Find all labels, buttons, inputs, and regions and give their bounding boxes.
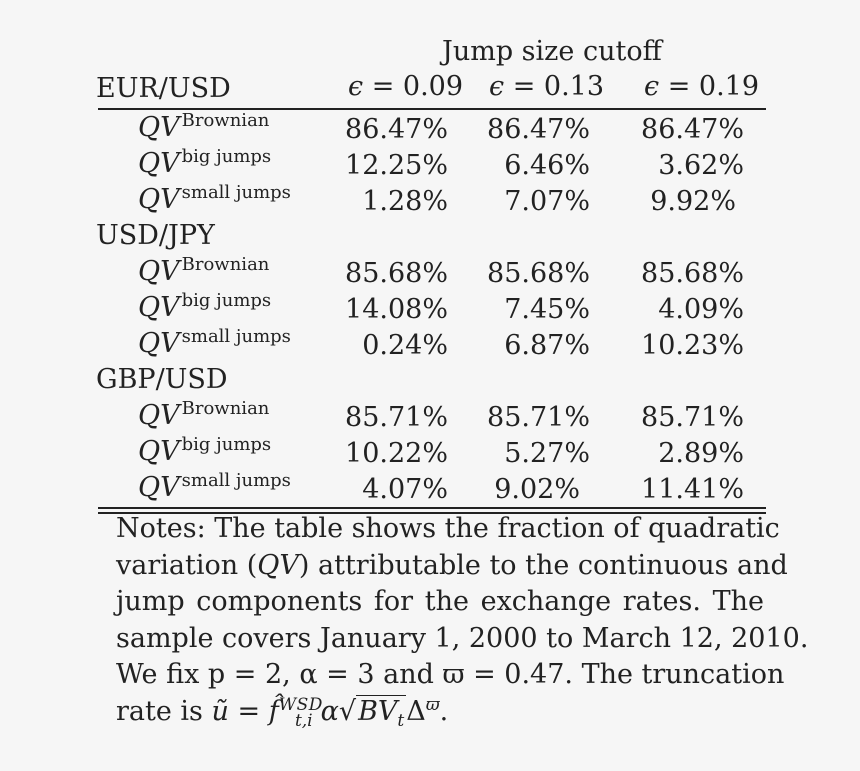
row-label: QV $^{big jumps}$ (138, 146, 272, 179)
row-label: QV $^{small jumps}$ (138, 182, 291, 215)
notes-line: variation (QV) attributable to the continuous and (116, 549, 788, 581)
table-cell: 85.68% (641, 258, 744, 289)
group-label-gbp-usd: GBP/USD (96, 364, 228, 395)
column-header-3 (644, 73, 759, 100)
row-label: QV $^{small jumps}$ (138, 326, 291, 359)
table-cell: 85.68% (487, 258, 590, 289)
row-label: QV $^{small jumps}$ (138, 470, 291, 503)
table-cell: 85.71% (487, 402, 590, 433)
column-header-2 (489, 73, 604, 100)
table-cell: 4.09% (658, 294, 744, 325)
table-cell: 11.41% (641, 474, 744, 505)
table-cell: 85.71% (345, 402, 448, 433)
table-cell: 14.08% (345, 294, 448, 325)
column-header-value: = 0.13 (512, 71, 605, 102)
row-label: QV $^{Brownian}$ (138, 398, 270, 431)
notes-line: jump components for the exchange rates. The (116, 586, 764, 617)
table-cell: 86.47% (345, 114, 448, 145)
notes-line: sample covers January 1, 2000 to March 12, 2010. (116, 622, 809, 654)
table-cell: 6.46% (504, 150, 590, 181)
row-label: QV $^{Brownian}$ (138, 254, 270, 287)
epsilon-symbol: ϵ (644, 71, 660, 102)
table-cell: 10.22% (345, 438, 448, 469)
column-header-1 (348, 73, 463, 100)
table-cell: 6.87% (504, 330, 590, 361)
row-label: QV $^{big jumps}$ (138, 290, 272, 323)
column-header-value: = 0.09 (371, 71, 464, 102)
table-title: Jump size cutoff (442, 36, 662, 67)
column-header-value: = 0.19 (667, 71, 760, 102)
table-cell: 12.25% (345, 150, 448, 181)
table-cell: 86.47% (641, 114, 744, 145)
table-cell: 7.45% (504, 294, 590, 325)
table-cell: 0.24% (362, 330, 448, 361)
notes-line: Notes: The table shows the fraction of quadratic (116, 513, 780, 544)
table-cell: 9.92% (650, 186, 736, 217)
table-cell: 85.71% (641, 402, 744, 433)
notes-line: rate is ũ = f̂$^{WSD}_{t,i}$ $\alpha√BV_t\Delta^ϖ$. (116, 694, 449, 731)
row-label: QV $^{big jumps}$ (138, 434, 272, 467)
table-notes (116, 511, 809, 731)
epsilon-symbol: ϵ (348, 71, 364, 102)
notes-line: We fix p = 2, α = 3 and ϖ = 0.47. The truncation (116, 659, 785, 690)
table-cell: 10.23% (641, 330, 744, 361)
table-cell: 9.02% (494, 474, 580, 505)
epsilon-symbol: ϵ (489, 71, 505, 102)
group-label-eur-usd: EUR/USD (96, 73, 231, 104)
bottom-rule-1 (98, 507, 766, 509)
table-cell: 1.28% (362, 186, 448, 217)
group-label-usd-jpy: USD/JPY (96, 220, 215, 251)
table-cell: 2.89% (658, 438, 744, 469)
table-cell: 5.27% (504, 438, 590, 469)
table-cell: 3.62% (658, 150, 744, 181)
table-cell: 7.07% (504, 186, 590, 217)
table-cell: 86.47% (487, 114, 590, 145)
table-cell: 4.07% (362, 474, 448, 505)
row-label: QV $^{Brownian}$ (138, 110, 270, 143)
table-cell: 85.68% (345, 258, 448, 289)
